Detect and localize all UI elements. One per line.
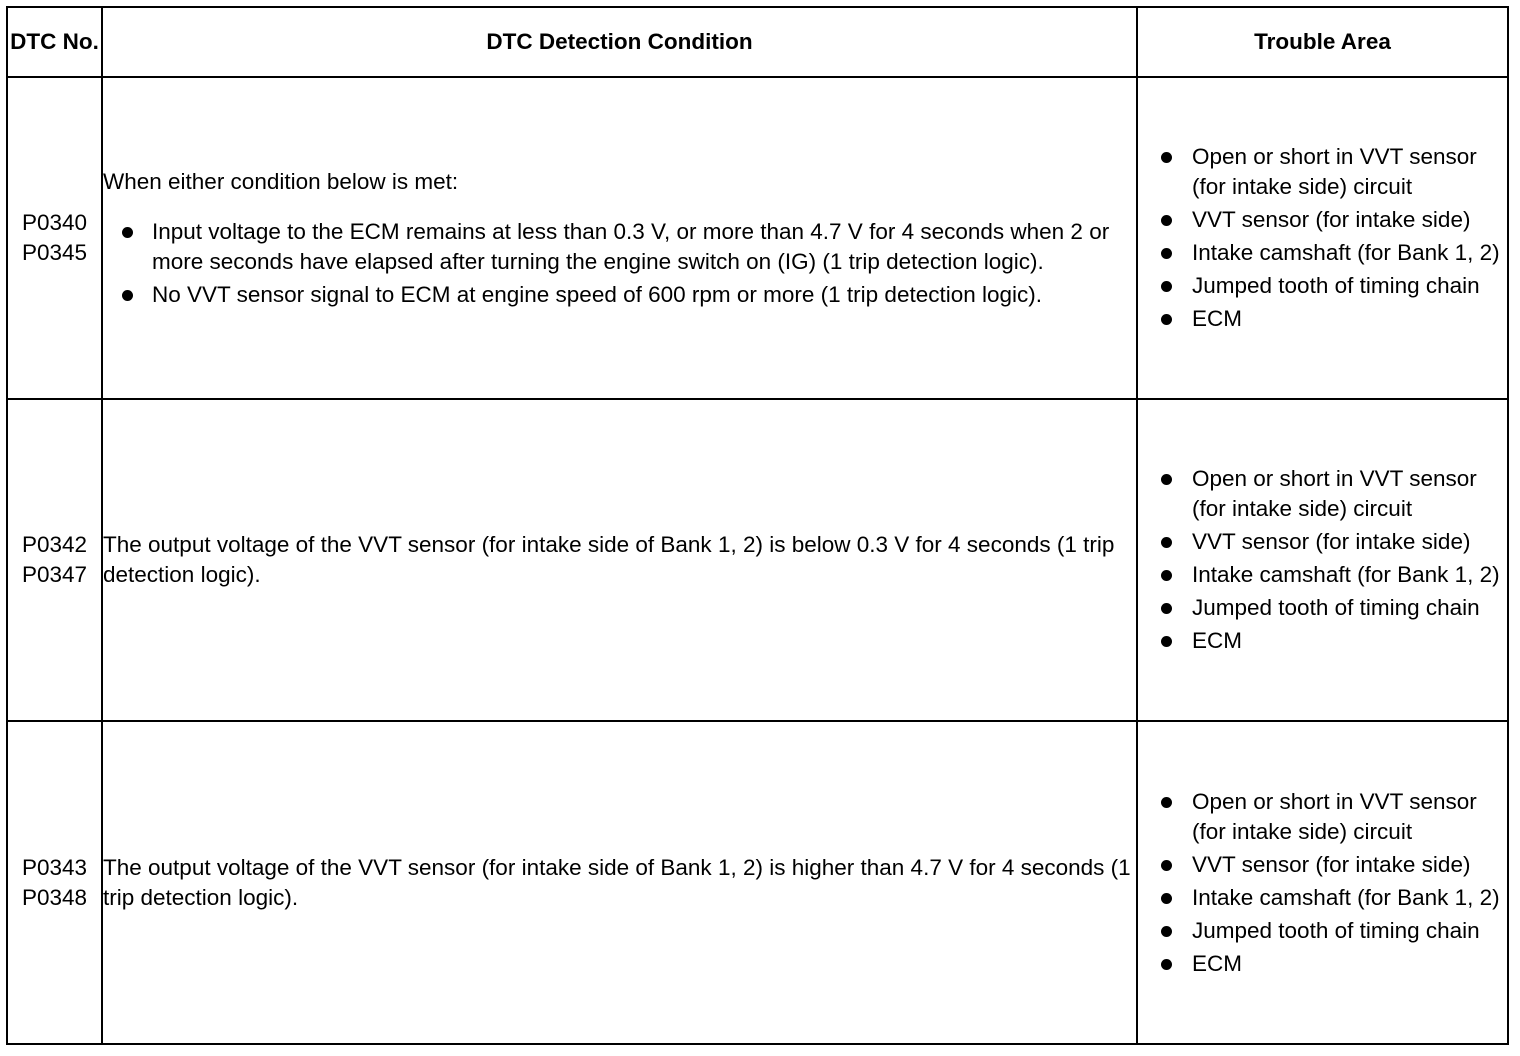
bullet-icon	[1161, 797, 1172, 808]
trouble-area-text: VVT sensor (for intake side)	[1192, 851, 1471, 877]
list-item	[103, 280, 1136, 310]
bullet-icon	[1161, 860, 1172, 871]
bullet-icon	[1161, 248, 1172, 259]
condition-item-text: No VVT sensor signal to ECM at engine speed of 600 rpm or more (1 trip detection logic).	[152, 281, 1043, 307]
list-item	[1138, 238, 1507, 268]
condition-text: The output voltage of the VVT sensor (for intake side of Bank 1, 2) is below 0.3 V for 4 seconds (1 trip detection logic).	[103, 532, 1115, 587]
bullet-icon	[1161, 474, 1172, 485]
dtc-code: P0342	[21, 532, 88, 557]
list-item	[1138, 787, 1507, 847]
bullet-icon	[1161, 215, 1172, 226]
trouble-area-text: VVT sensor (for intake side)	[1192, 529, 1471, 554]
list-item	[1138, 304, 1507, 334]
trouble-area-text: ECM	[1192, 628, 1242, 653]
header-trouble-area: Trouble Area	[1137, 7, 1508, 77]
bullet-icon	[1161, 636, 1172, 647]
bullet-icon	[1161, 314, 1172, 325]
table-row	[7, 77, 1508, 399]
bullet-icon	[1161, 570, 1172, 581]
dtc-code-cell	[7, 77, 102, 399]
list-item	[1138, 916, 1507, 946]
trouble-area-text: Jumped tooth of timing chain	[1192, 917, 1480, 943]
dtc-code: P0340	[21, 210, 88, 235]
trouble-area-text: Jumped tooth of timing chain	[1192, 273, 1480, 298]
condition-text: The output voltage of the VVT sensor (for intake side of Bank 1, 2) is higher than 4.7 V for 4 seconds (1 trip detection logic).	[103, 854, 1131, 910]
list-item	[1138, 142, 1507, 202]
bullet-icon	[122, 290, 133, 301]
detection-condition-cell	[102, 721, 1137, 1044]
bullet-icon	[122, 227, 133, 238]
dtc-code-cell	[7, 721, 102, 1044]
dtc-code: P0348	[21, 884, 88, 910]
trouble-area-text: Intake camshaft (for Bank 1, 2)	[1192, 240, 1500, 265]
list-item	[1138, 527, 1507, 557]
list-item	[1138, 560, 1507, 590]
dtc-code-cell	[7, 399, 102, 721]
bullet-icon	[1161, 537, 1172, 548]
trouble-area-text: ECM	[1192, 950, 1242, 976]
list-item	[1138, 949, 1507, 979]
bullet-icon	[1161, 893, 1172, 904]
trouble-area-text: Intake camshaft (for Bank 1, 2)	[1192, 562, 1500, 587]
condition-intro: When either condition below is met:	[103, 168, 459, 194]
list-item	[1138, 205, 1507, 235]
trouble-area-cell	[1137, 721, 1508, 1044]
bullet-icon	[1161, 959, 1172, 970]
bullet-icon	[1161, 281, 1172, 292]
trouble-area-list	[1138, 142, 1507, 334]
trouble-area-cell	[1137, 77, 1508, 399]
detection-condition-cell	[102, 399, 1137, 721]
dtc-code: P0343	[21, 854, 88, 880]
trouble-area-text: Open or short in VVT sensor (for intake side) circuit	[1192, 144, 1477, 199]
bullet-icon	[1161, 926, 1172, 937]
list-item	[1138, 593, 1507, 623]
trouble-area-text: Open or short in VVT sensor (for intake side) circuit	[1192, 788, 1477, 844]
list-item	[1138, 626, 1507, 656]
dtc-table	[6, 6, 1509, 1045]
header-dtc-no: DTC No.	[7, 7, 102, 77]
trouble-area-cell	[1137, 399, 1508, 721]
trouble-area-text: Jumped tooth of timing chain	[1192, 595, 1480, 620]
trouble-area-text: Open or short in VVT sensor (for intake side) circuit	[1192, 466, 1477, 521]
trouble-area-text: VVT sensor (for intake side)	[1192, 207, 1471, 232]
condition-list	[103, 217, 1136, 310]
condition-item-text: Input voltage to the ECM remains at less than 0.3 V, or more than 4.7 V for 4 seconds when 2 or more seconds have elapsed after turning the engine switch on (IG) (1 trip detection logic).	[152, 218, 1110, 274]
dtc-code: P0347	[21, 562, 88, 587]
bullet-icon	[1161, 152, 1172, 163]
list-item	[1138, 850, 1507, 880]
list-item	[1138, 883, 1507, 913]
table-header-row	[7, 7, 1508, 77]
table-row	[7, 721, 1508, 1044]
table-row	[7, 399, 1508, 721]
header-detection-condition: DTC Detection Condition	[102, 7, 1137, 77]
trouble-area-list	[1138, 464, 1507, 656]
list-item	[1138, 464, 1507, 524]
trouble-area-text: ECM	[1192, 306, 1242, 331]
list-item	[1138, 271, 1507, 301]
bullet-icon	[1161, 603, 1172, 614]
list-item	[103, 217, 1136, 277]
dtc-code: P0345	[21, 240, 88, 265]
detection-condition-cell	[102, 77, 1137, 399]
trouble-area-list	[1138, 787, 1507, 979]
trouble-area-text: Intake camshaft (for Bank 1, 2)	[1192, 884, 1500, 910]
